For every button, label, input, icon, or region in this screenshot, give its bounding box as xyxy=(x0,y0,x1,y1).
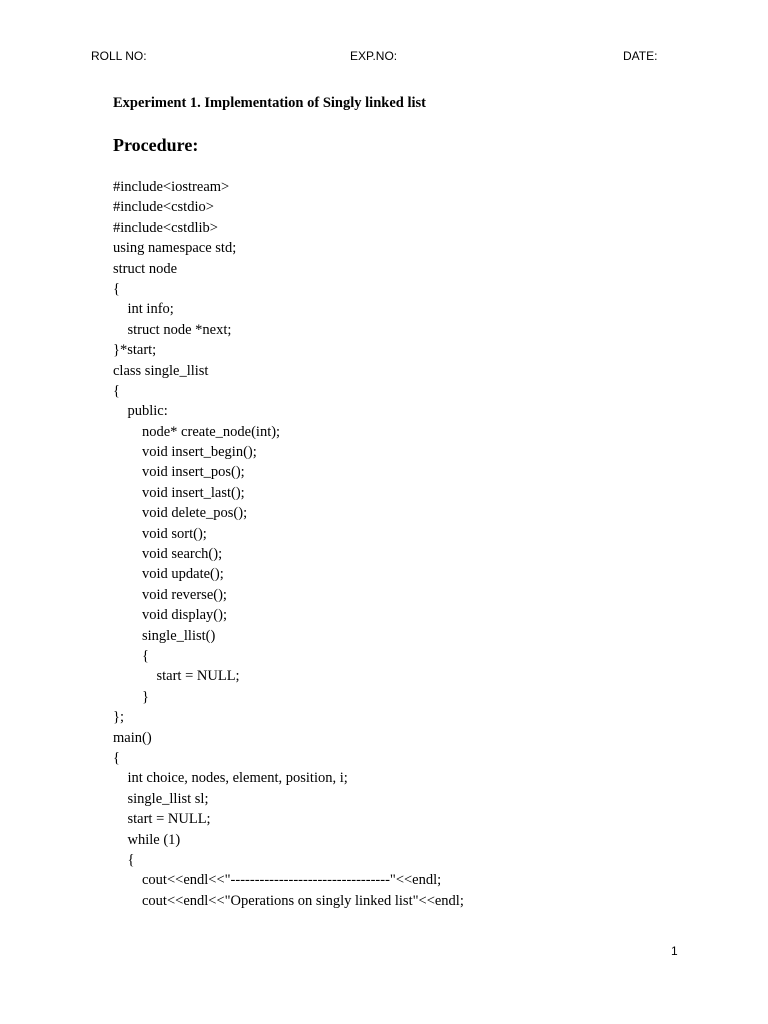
code-line: }*start; xyxy=(113,342,157,359)
code-line: void insert_begin(); xyxy=(113,444,257,461)
code-line: single_llist() xyxy=(113,627,216,644)
code-line: using namespace std; xyxy=(113,240,237,257)
procedure-heading: Procedure: xyxy=(113,135,199,155)
code-line: } xyxy=(113,688,149,705)
code-line: void display(); xyxy=(113,607,227,624)
exp-no-label: EXP.NO: xyxy=(350,49,398,63)
code-line: { xyxy=(113,382,120,399)
code-line: }; xyxy=(113,709,124,726)
code-line: void update(); xyxy=(113,566,224,583)
code-line: int choice, nodes, element, position, i; xyxy=(113,770,348,787)
code-line: struct node *next; xyxy=(113,321,232,338)
code-line: #include<iostream> xyxy=(113,179,230,195)
code-line: public: xyxy=(113,403,168,420)
code-line: start = NULL; xyxy=(113,668,240,685)
code-line: { xyxy=(113,851,135,868)
code-line: start = NULL; xyxy=(113,811,211,828)
code-line: struct node xyxy=(113,260,178,277)
code-line: cout<<endl<<"Operations on singly linked list"<<endl; xyxy=(113,892,464,909)
code-line: while (1) xyxy=(113,831,181,848)
experiment-title: Experiment 1. Implementation of Singly linked list xyxy=(113,95,426,111)
page-number: 1 xyxy=(671,944,678,958)
code-line: void search(); xyxy=(113,546,223,563)
code-line: void sort(); xyxy=(113,525,207,542)
code-listing xyxy=(113,177,464,911)
code-line: main() xyxy=(113,729,152,746)
code-line: void insert_last(); xyxy=(113,484,245,501)
code-line: { xyxy=(113,280,120,297)
code-line: { xyxy=(113,647,149,664)
code-line: cout<<endl<<"---------------------------------"<<endl; xyxy=(113,872,442,889)
code-line: { xyxy=(113,749,120,766)
code-line: #include<cstdio> xyxy=(113,199,214,216)
date-label: DATE: xyxy=(623,49,658,63)
code-line: single_llist sl; xyxy=(113,790,209,807)
code-line: #include<cstdlib> xyxy=(113,219,218,236)
code-line: int info; xyxy=(113,301,174,318)
roll-no-label: ROLL NO: xyxy=(91,49,147,63)
code-line: void reverse(); xyxy=(113,586,227,603)
code-line: node* create_node(int); xyxy=(113,423,281,440)
code-line: void delete_pos(); xyxy=(113,505,248,522)
code-line: class single_llist xyxy=(113,362,209,379)
code-line: void insert_pos(); xyxy=(113,464,245,481)
